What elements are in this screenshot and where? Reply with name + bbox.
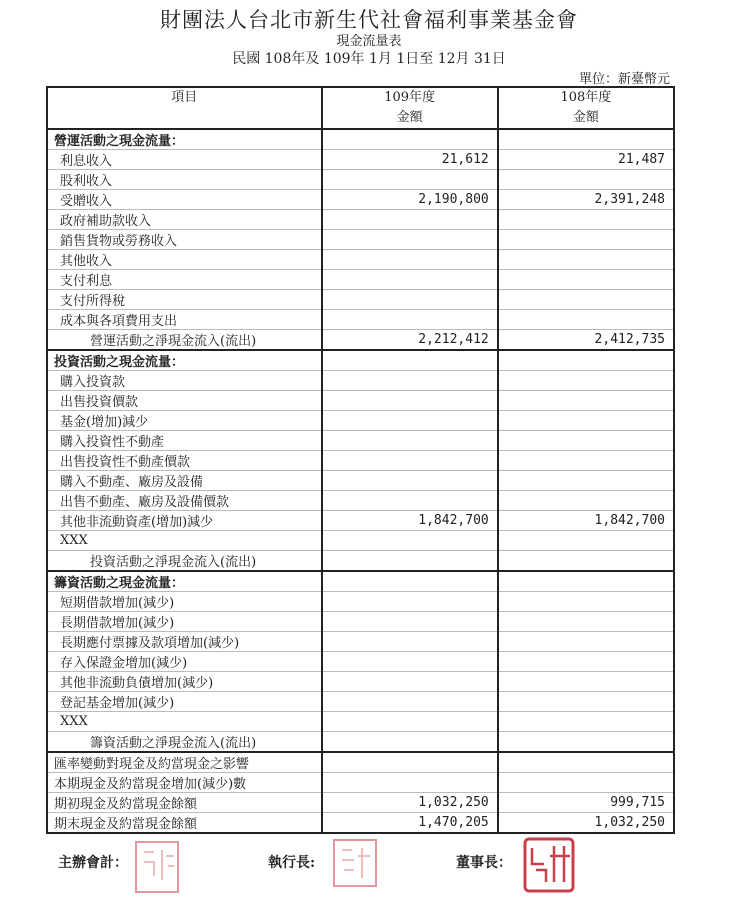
row-label: 營運活動之現金流量： bbox=[47, 129, 322, 150]
amount-108 bbox=[498, 210, 674, 230]
amount-108: 999,715 bbox=[498, 793, 674, 813]
table-row bbox=[47, 531, 674, 551]
summary-row bbox=[47, 813, 674, 834]
amount-109 bbox=[322, 170, 498, 190]
table-row bbox=[47, 692, 674, 712]
amount-109 bbox=[322, 551, 498, 572]
amount-109 bbox=[322, 210, 498, 230]
amount-108: 1,842,700 bbox=[498, 511, 674, 531]
row-label: 購入不動產、廠房及設備 bbox=[47, 471, 322, 491]
table-row bbox=[47, 652, 674, 672]
row-label: 利息收入 bbox=[47, 150, 322, 170]
row-label: 籌資活動之現金流量： bbox=[47, 571, 322, 592]
org-title: 財團法人台北市新生代社會福利事業基金會 bbox=[160, 8, 578, 32]
amount-109 bbox=[322, 672, 498, 692]
row-label: 投資活動之淨現金流入(流出) bbox=[47, 551, 322, 572]
amount-109: 21,612 bbox=[322, 150, 498, 170]
table-row bbox=[47, 431, 674, 451]
amount-108 bbox=[498, 732, 674, 753]
net-total-row bbox=[47, 330, 674, 351]
amount-108 bbox=[498, 692, 674, 712]
accountant-seal bbox=[134, 840, 180, 894]
amount-109 bbox=[322, 773, 498, 793]
row-label: 購入投資款 bbox=[47, 371, 322, 391]
amount-109 bbox=[322, 531, 498, 551]
amount-108 bbox=[498, 270, 674, 290]
amount-109: 1,470,205 bbox=[322, 813, 498, 834]
table-row bbox=[47, 230, 674, 250]
section-header bbox=[47, 350, 674, 371]
amount-108 bbox=[498, 411, 674, 431]
row-label: 政府補助款收入 bbox=[47, 210, 322, 230]
amount-109: 2,212,412 bbox=[322, 330, 498, 351]
table-row bbox=[47, 310, 674, 330]
table-row bbox=[47, 612, 674, 632]
row-label: 期末現金及約當現金餘額 bbox=[47, 813, 322, 834]
row-label: 短期借款增加(減少) bbox=[47, 592, 322, 612]
amount-109 bbox=[322, 129, 498, 150]
amount-108: 2,391,248 bbox=[498, 190, 674, 210]
row-label: 出售不動產、廠房及設備價款 bbox=[47, 491, 322, 511]
row-label: 基金(增加)減少 bbox=[47, 411, 322, 431]
amount-108: 1,032,250 bbox=[498, 813, 674, 834]
amount-109 bbox=[322, 310, 498, 330]
table-row bbox=[47, 270, 674, 290]
cash-flow-table bbox=[46, 86, 675, 834]
ceo-label: 執行長: bbox=[268, 855, 316, 871]
header-109: 109年度 金額 bbox=[322, 87, 498, 129]
amount-108: 21,487 bbox=[498, 150, 674, 170]
amount-108 bbox=[498, 571, 674, 592]
table-row bbox=[47, 511, 674, 531]
amount-109 bbox=[322, 371, 498, 391]
table-row bbox=[47, 471, 674, 491]
accountant-label: 主辦會計： bbox=[58, 855, 128, 871]
table-row bbox=[47, 491, 674, 511]
row-label: 出售投資性不動產價款 bbox=[47, 451, 322, 471]
row-label: 登記基金增加(減少) bbox=[47, 692, 322, 712]
table-row bbox=[47, 150, 674, 170]
section-header bbox=[47, 571, 674, 592]
row-label: XXX bbox=[47, 712, 322, 732]
amount-109: 2,190,800 bbox=[322, 190, 498, 210]
row-label: 其他非流動資產(增加)減少 bbox=[47, 511, 322, 531]
table-row bbox=[47, 190, 674, 210]
amount-108 bbox=[498, 250, 674, 270]
amount-108 bbox=[498, 551, 674, 572]
row-label: 長期應付票據及款項增加(減少) bbox=[47, 632, 322, 652]
table-row bbox=[47, 592, 674, 612]
table-row bbox=[47, 411, 674, 431]
summary-row bbox=[47, 793, 674, 813]
table-row bbox=[47, 712, 674, 732]
period: 民國 108年及 109年 1月 1日至 12月 31日 bbox=[232, 51, 506, 67]
row-label: 長期借款增加(減少) bbox=[47, 612, 322, 632]
amount-108 bbox=[498, 310, 674, 330]
amount-109 bbox=[322, 712, 498, 732]
amount-108 bbox=[498, 451, 674, 471]
row-label: 銷售貨物或勞務收入 bbox=[47, 230, 322, 250]
summary-row bbox=[47, 773, 674, 793]
row-label: 成本與各項費用支出 bbox=[47, 310, 322, 330]
table-header bbox=[47, 87, 674, 129]
amount-109: 1,842,700 bbox=[322, 511, 498, 531]
amount-109 bbox=[322, 290, 498, 310]
amount-109 bbox=[322, 451, 498, 471]
amount-108 bbox=[498, 592, 674, 612]
row-label: 股利收入 bbox=[47, 170, 322, 190]
doc-title: 現金流量表 bbox=[336, 34, 402, 49]
table-row bbox=[47, 391, 674, 411]
row-label: 受贈收入 bbox=[47, 190, 322, 210]
table-row bbox=[47, 250, 674, 270]
row-label: 營運活動之淨現金流入(流出) bbox=[47, 330, 322, 351]
row-label: 期初現金及約當現金餘額 bbox=[47, 793, 322, 813]
row-label: 支付所得稅 bbox=[47, 290, 322, 310]
row-label: 投資活動之現金流量： bbox=[47, 350, 322, 371]
chairman-seal bbox=[522, 836, 576, 894]
header-item: 項目 bbox=[47, 87, 322, 129]
currency-unit: 單位：新臺幣元 bbox=[578, 72, 670, 87]
header-108: 108年度 金額 bbox=[498, 87, 674, 129]
row-label: 購入投資性不動產 bbox=[47, 431, 322, 451]
amount-108 bbox=[498, 773, 674, 793]
table-row bbox=[47, 632, 674, 652]
amount-108 bbox=[498, 371, 674, 391]
amount-108 bbox=[498, 230, 674, 250]
amount-108 bbox=[498, 672, 674, 692]
row-label: 支付利息 bbox=[47, 270, 322, 290]
amount-108 bbox=[498, 491, 674, 511]
amount-109 bbox=[322, 612, 498, 632]
row-label: 存入保證金增加(減少) bbox=[47, 652, 322, 672]
table-row bbox=[47, 210, 674, 230]
amount-109 bbox=[322, 752, 498, 773]
amount-109 bbox=[322, 250, 498, 270]
table-row bbox=[47, 371, 674, 391]
net-total-row bbox=[47, 732, 674, 753]
table-row bbox=[47, 170, 674, 190]
amount-108 bbox=[498, 170, 674, 190]
amount-109 bbox=[322, 571, 498, 592]
amount-109 bbox=[322, 652, 498, 672]
amount-109 bbox=[322, 431, 498, 451]
row-label: 其他非流動負債增加(減少) bbox=[47, 672, 322, 692]
table-row bbox=[47, 290, 674, 310]
row-label: 籌資活動之淨現金流入(流出) bbox=[47, 732, 322, 753]
chairman-label: 董事長： bbox=[456, 855, 512, 871]
row-label: 匯率變動對現金及約當現金之影響 bbox=[47, 752, 322, 773]
amount-109 bbox=[322, 632, 498, 652]
amount-109 bbox=[322, 411, 498, 431]
amount-109 bbox=[322, 270, 498, 290]
amount-108 bbox=[498, 652, 674, 672]
amount-108 bbox=[498, 290, 674, 310]
amount-108 bbox=[498, 471, 674, 491]
table-row bbox=[47, 672, 674, 692]
amount-109 bbox=[322, 692, 498, 712]
amount-108 bbox=[498, 712, 674, 732]
amount-109 bbox=[322, 230, 498, 250]
amount-108 bbox=[498, 431, 674, 451]
amount-109 bbox=[322, 732, 498, 753]
amount-108 bbox=[498, 391, 674, 411]
amount-109 bbox=[322, 471, 498, 491]
amount-109 bbox=[322, 350, 498, 371]
table-row bbox=[47, 451, 674, 471]
amount-109 bbox=[322, 391, 498, 411]
amount-109: 1,032,250 bbox=[322, 793, 498, 813]
row-label: XXX bbox=[47, 531, 322, 551]
amount-109 bbox=[322, 592, 498, 612]
section-header bbox=[47, 129, 674, 150]
amount-108: 2,412,735 bbox=[498, 330, 674, 351]
summary-row bbox=[47, 752, 674, 773]
amount-108 bbox=[498, 350, 674, 371]
row-label: 出售投資價款 bbox=[47, 391, 322, 411]
amount-108 bbox=[498, 129, 674, 150]
amount-108 bbox=[498, 612, 674, 632]
amount-108 bbox=[498, 531, 674, 551]
amount-108 bbox=[498, 752, 674, 773]
row-label: 其他收入 bbox=[47, 250, 322, 270]
ceo-seal bbox=[332, 838, 378, 888]
amount-108 bbox=[498, 632, 674, 652]
amount-109 bbox=[322, 491, 498, 511]
row-label: 本期現金及約當現金增加(減少)數 bbox=[47, 773, 322, 793]
net-total-row bbox=[47, 551, 674, 572]
